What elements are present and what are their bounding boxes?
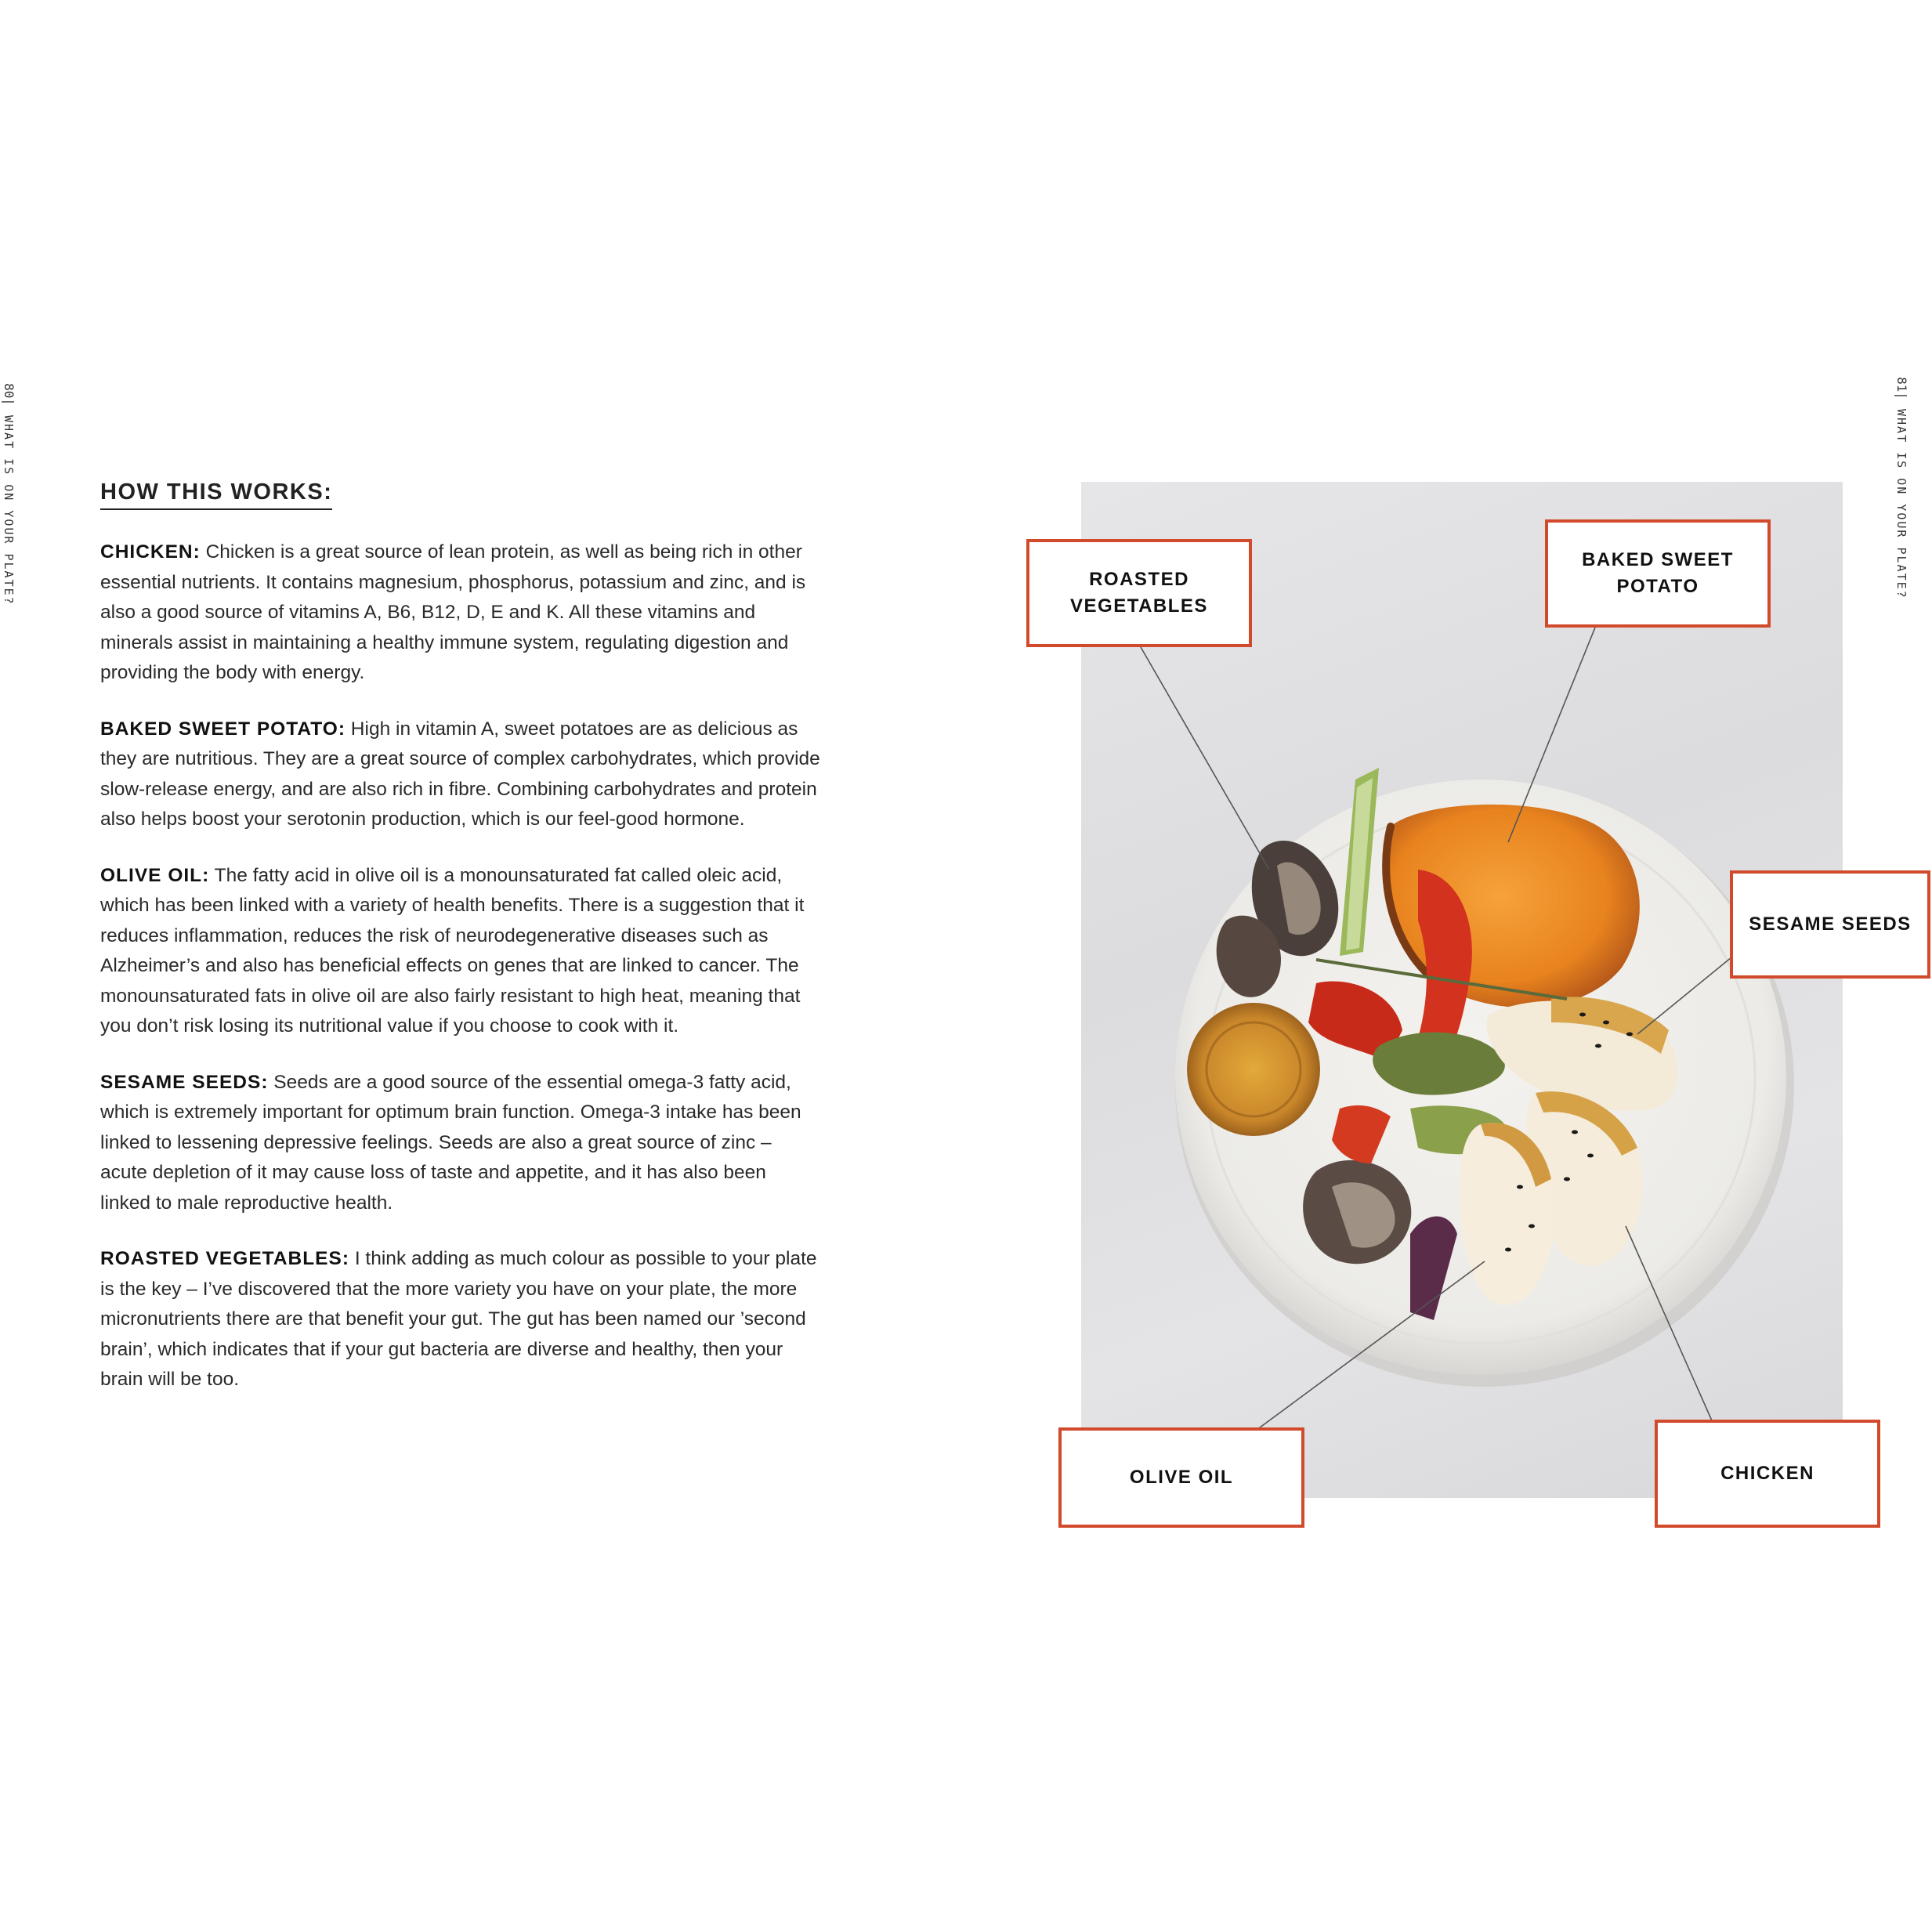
left-running-head: WHAT IS ON YOUR PLATE?: [2, 415, 16, 606]
callout-roasted-vegetables: ROASTED VEGETABLES: [1026, 539, 1252, 647]
callout-olive-oil: OLIVE OIL: [1058, 1427, 1304, 1528]
paragraph-sesame-seeds: SESAME SEEDS: Seeds are a good source of the essential omega-3 fatty acid, which is extremely important for optimum brain function. Omega-3 intake has been linked to lessening depressive feelings. Seeds are also a great source of zinc – acute depletion of it may cause loss of taste and appetite, and it has also been linked to male reproductive health.: [100, 1071, 801, 1214]
leader-sesame-seeds: [1637, 957, 1731, 1034]
section-heading: HOW THIS WORKS:: [100, 479, 332, 510]
callout-sesame-seeds: SESAME SEEDS: [1730, 870, 1930, 979]
right-running-head: WHAT IS ON YOUR PLATE?: [1894, 409, 1908, 599]
callout-baked-sweet-potato: BAKED SWEET POTATO: [1545, 519, 1771, 628]
leader-roasted-vegetables: [1141, 647, 1269, 870]
leader-baked-sweet-potato: [1508, 628, 1595, 842]
paragraph-olive-oil: OLIVE OIL: The fatty acid in olive oil is a monounsaturated fat called oleic acid, which has been linked with a variety of health benefits. There is a suggestion that it reduces inflammation, reduces the risk of neurodegenerative diseases such as Alzheimer’s and also has beneficial effects on genes that are linked to cancer. The monounsaturated fats in olive oil are also fairly resistant to high heat, meaning that you don’t risk losing its nutritional value if you choose to cook with it.: [100, 864, 805, 1037]
paragraph-roasted-vegetables: ROASTED VEGETABLES: I think adding as much colour as possible to your plate is the key – I’ve discovered that the more variety you have on your plate, the more micronutrients there are that benefit your gut. The gut has been named our ’second brain’, which indicates that if your gut bacteria are diverse and healthy, then your brain will be too.: [100, 1248, 817, 1390]
paragraph-baked-sweet-potato: BAKED SWEET POTATO: High in vitamin A, sweet potatoes are as delicious as they are nutritious. They are a great source of complex carbohydrates, which provide slow-release energy, and are also rich in fibre. Combining carbohydrates and protein also helps boost your serotonin production, which is our feel-good hormone.: [100, 718, 820, 830]
leader-olive-oil: [1254, 1261, 1485, 1432]
callout-chicken: CHICKEN: [1655, 1420, 1880, 1528]
left-page-number: 80|: [2, 383, 16, 406]
leader-chicken: [1626, 1226, 1714, 1426]
paragraph-chicken: CHICKEN: Chicken is a great source of lean protein, as well as being rich in other essential nutrients. It contains magnesium, phosphorus, potassium and zinc, and is also a good source of vitamins A, B6, B12, D, E and K. All these vitamins and minerals assist in maintaining a healthy immune system, regulating digestion and providing the body with energy.: [100, 541, 806, 683]
right-page-number: 81|: [1894, 377, 1909, 400]
